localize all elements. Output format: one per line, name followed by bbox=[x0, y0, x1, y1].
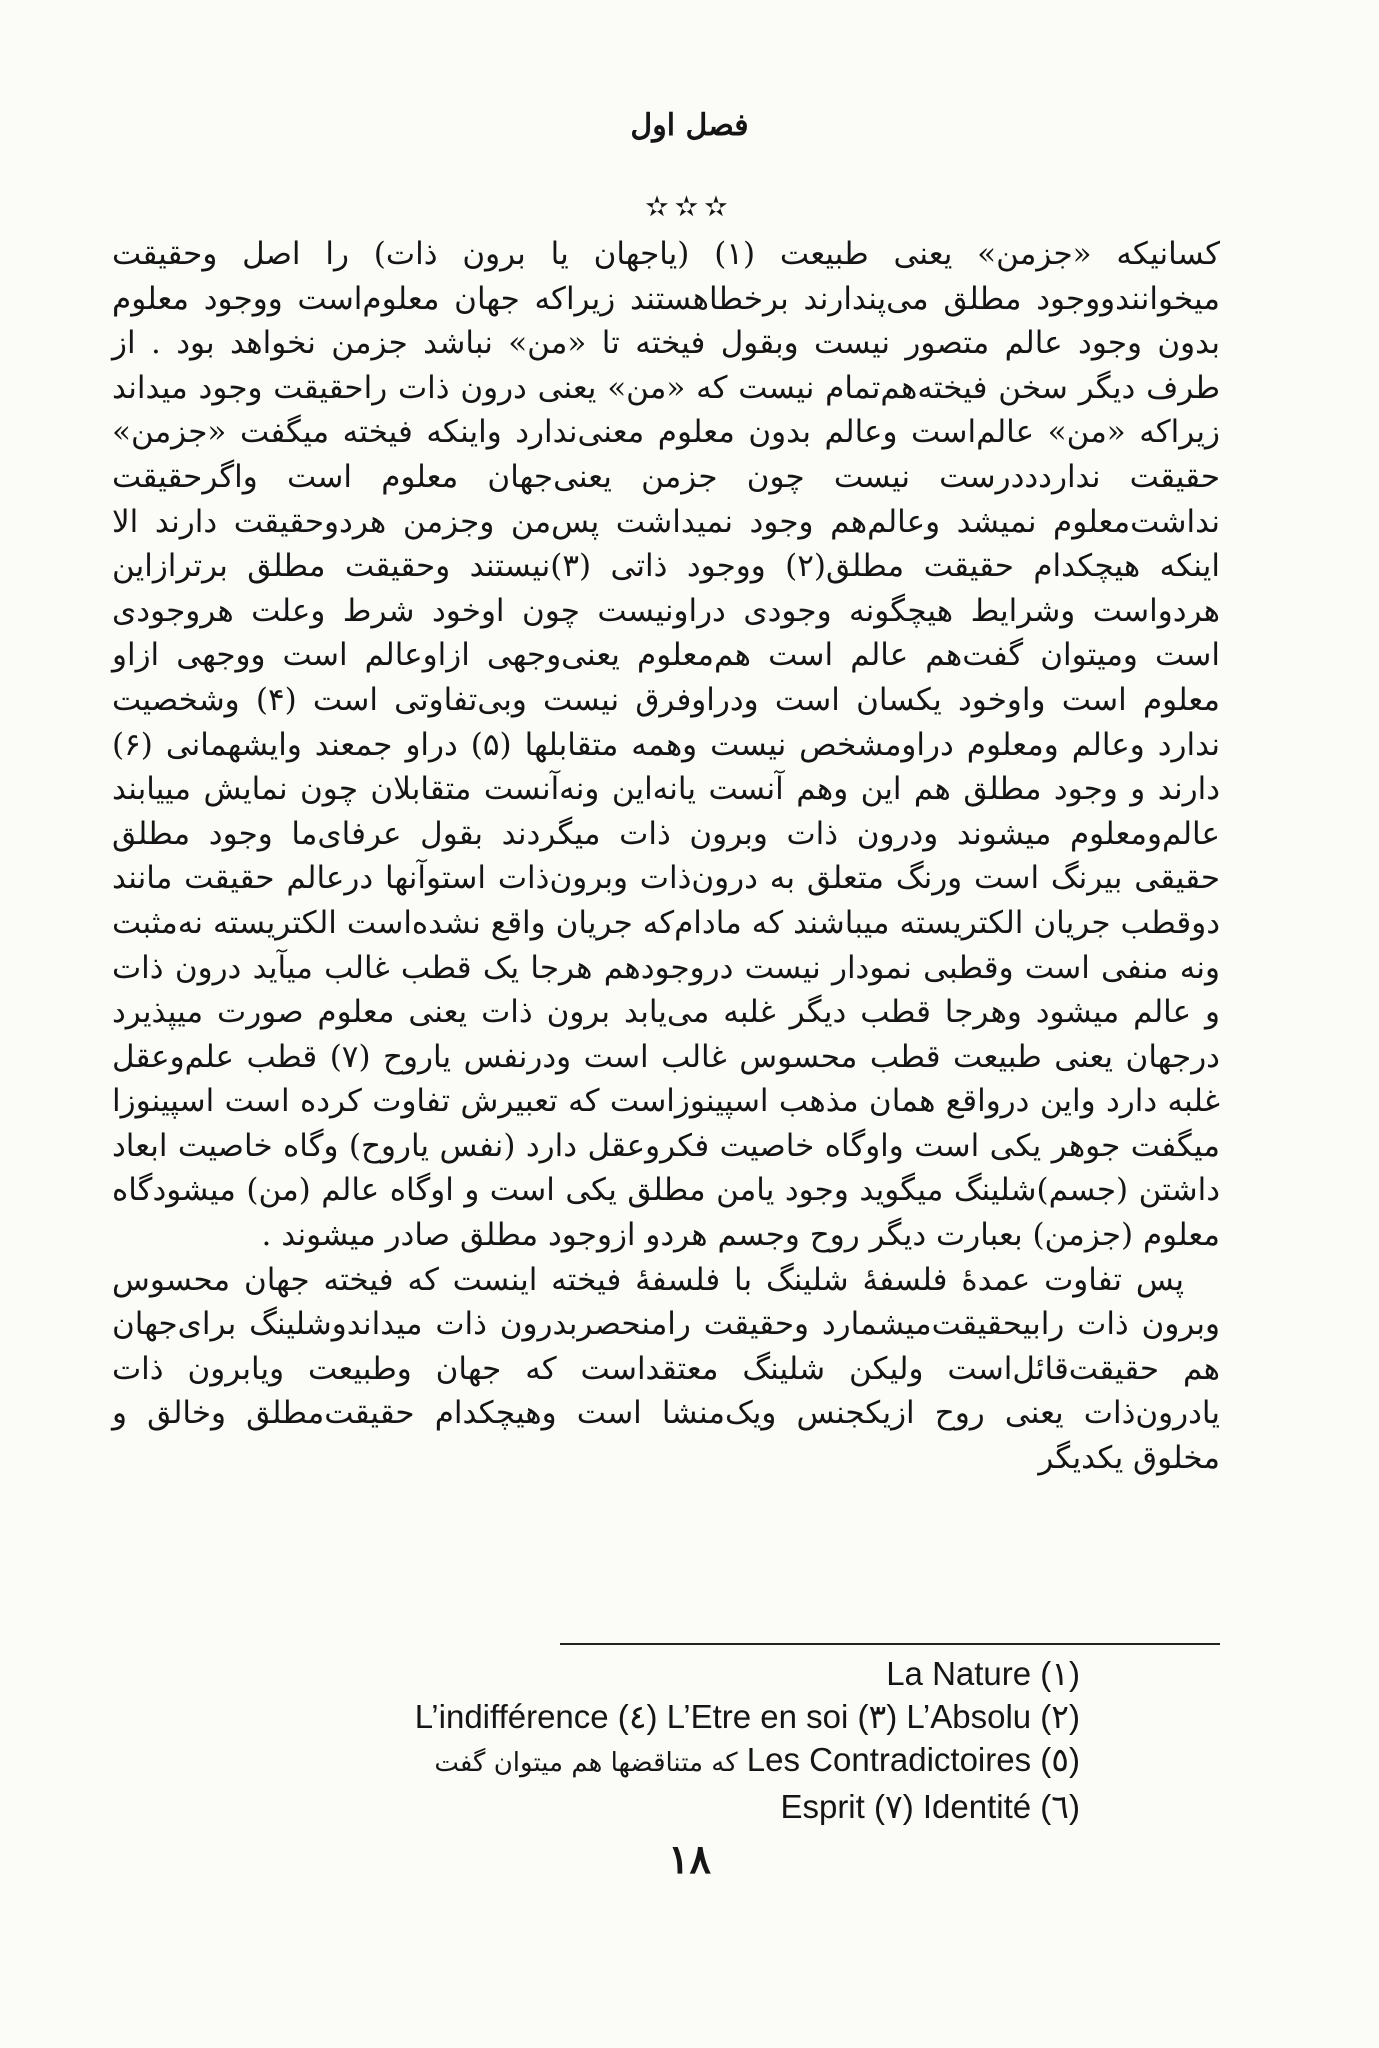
paragraph-1: کسانیکه «جزمن» یعنی طبیعت (۱) (یاجهان یا برون ذات) را اصل وحقیقت میخوانندووجود مطلق می‌پندارند برخطاهستند زیراکه جهان معلوم‌است ووجود معلوم بدون وجود عالم متصور نیست وبقول فیخته تا «من» نباشد جزمن نخواهد بود . از طرف دیگر سخن فیخته‌هم‌تمام نیست که «من» یعنی درون ذات راحقیقت وجود میداند زیراکه «من» عالم‌است وعالم بدون معلوم معنی‌ندارد واینکه فیخته میگفت «جزمن» حقیقت نداردددرست نیست چون جزمن یعنی‌جهان معلوم است واگرحقیقت نداشت‌معلوم نمیشد وعالم‌هم وجود نمیداشت پس‌من وجزمن هردوحقیقت دارند الا اینکه هیچکدام حقیقت مطلق(۲) ووجود ذاتی (۳)نیستند وحقیقت مطلق برتراز‌این هردواست وشرایط هیچگونه وجودی دراونیست چون اوخود شرط وعلت هروجودی است ومیتوان گفت‌هم عالم است هم‌معلوم یعنی‌وجهی ازاوعالم است ووجهی ازاو معلوم است واوخود یکسان است ودراوفرق نیست وبی‌تفاوتی است (۴) وشخصیت ندارد وعالم ومعلوم دراومشخص نیست وهمه متقابلها (۵) دراو جمعند وایشهمانی (۶) دارند و وجود مطلق هم این وهم آنست یانه‌این ونه‌آنست متقابلان چون نمایش مییابند عالم‌ومعلوم میشوند ودرون ذات وبرون ذات میگردند بقول عرفای‌ما وجود مطلق حقیقی بیرنگ است ورنگ متعلق به درون‌ذات وبرون‌ذات استوآنها درعالم حقیقت مانند دوقطب جریان الکتریسته میباشند که مادام‌که جریان واقع نشده‌است الکتریسته نه‌مثبت ونه منفی است وقطبی نمودار نیست دروجودهم هرجا یک قطب غالب میآید درون ذات و عالم میشود وهرجا قطب دیگر غلبه می‌یابد برون ذات یعنی معلوم صورت میپذیرد درجهان یعنی طبیعت قطب محسوس غالب است ودرنفس یاروح (۷) قطب علم‌وعقل غلبه دارد واین درواقع همان مذهب اسپینوزاست که تعبیرش تفاوت کرده است اسپینوزا میگفت جوهر یکی است واوگاه خاصیت فکروعقل دارد (نفس یاروح) وگاه خاصیت ابعاد داشتن (جسم)شلینگ میگوید وجود یامن مطلق یکی است و اوگاه عالم (من) میشودگاه معلوم (جزمن) بعبارت دیگر روح وجسم هردو ازوجود مطلق صادر میشوند . bbox=[112, 236, 1221, 1254]
ornament-stars: ✫✫✫ bbox=[645, 190, 734, 223]
footnotes bbox=[300, 1652, 1080, 1828]
footnote-line-3 bbox=[300, 1738, 1080, 1785]
footnote-persian-note: که متناقضها هم میتوان گفت bbox=[434, 1748, 738, 1778]
paragraph-2: پس تفاوت عمدهٔ فلسفهٔ شلینگ با فلسفهٔ فیخته اینست که فیخته جهان محسوس وبرون ذات رابیحقیقت‌میشمارد وحقیقت رامنحصربدرون ذات میداندوشلینگ برای‌جهان هم حقیقت‌قائل‌است ولیکن شلینگ معتقداست که جهان وطبیعت ویابرون ذات یادرون‌ذات یعنی روح ازیکجنس ویک‌منشا است وهیچکدام حقیقت‌مطلق وخالق و مخلوق یکدیگر bbox=[112, 1261, 1220, 1477]
chapter-title: فصل اول bbox=[630, 108, 749, 143]
footnote-contradictoires: Les Contradictoires (٥) bbox=[746, 1741, 1080, 1778]
footnote-line-1: La Nature (۱) bbox=[886, 1655, 1080, 1692]
footnote-line-4: Esprit (۷) Identité (٦) bbox=[780, 1788, 1080, 1825]
page-number: ۱۸ bbox=[668, 1836, 711, 1883]
footnote-line-2: L’indifférence (٤) L’Etre en soi (۳) L’Absolu (۲) bbox=[414, 1698, 1080, 1735]
body-text bbox=[112, 232, 1220, 1481]
footnote-divider bbox=[560, 1643, 1220, 1645]
